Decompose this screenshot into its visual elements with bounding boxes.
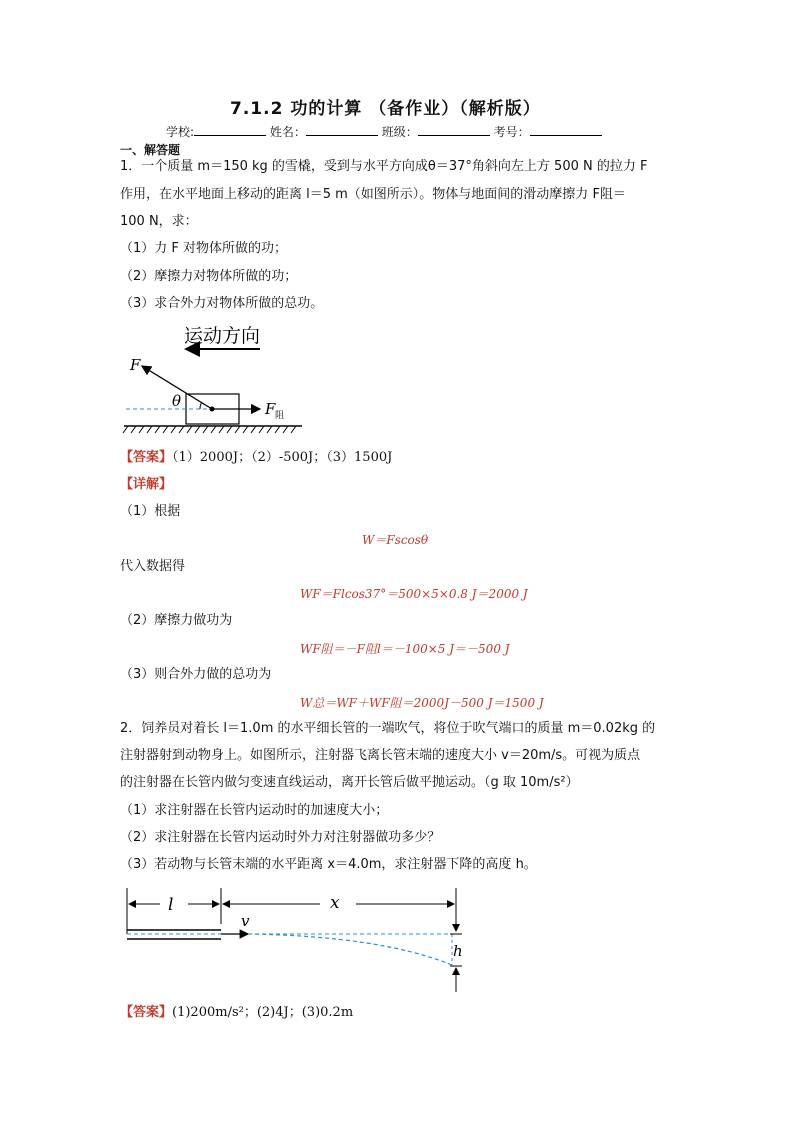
class-label: 班级： — [381, 125, 418, 139]
answer-text: （1）2000J；（2）-500J；（3）1500J — [172, 450, 393, 465]
answer-tag: 【答案】 — [120, 1005, 173, 1020]
detail-tag: 【详解】 — [120, 477, 173, 492]
l-label: l — [168, 895, 174, 915]
q1-step-3: （3）则合外力做的总功为 — [120, 667, 272, 682]
x-label: x — [330, 893, 340, 913]
angle-label: θ — [172, 392, 182, 410]
q1-text-line-3: 100 N，求： — [120, 214, 198, 229]
answer-tag: 【答案】 — [120, 450, 173, 465]
name-blank — [306, 123, 378, 136]
q2-text-line-1: 2．饲养员对着长 l＝1.0m 的水平细长管的一端吹气，将位于吹气端口的质量 m＝0.02kg 的 — [120, 721, 656, 736]
q1-step-1b: 代入数据得 — [120, 559, 186, 574]
school-blank — [194, 123, 266, 136]
q1-answer — [120, 449, 392, 467]
q2-projectile-diagram — [120, 882, 470, 998]
answer-text: (1)200m/s²；(2)4J；(3)0.2m — [172, 1005, 354, 1020]
q1-equation-1: W＝Fscosθ — [362, 533, 429, 547]
id-blank — [530, 123, 602, 136]
q1-equation-4: W总＝WF＋WF阻＝2000J－500 J＝1500 J — [300, 696, 544, 710]
q1-subquestion-3: （3）求合外力对物体所做的总功。 — [120, 296, 324, 311]
trajectory-curve — [248, 934, 452, 965]
id-label: 考号： — [493, 125, 530, 139]
q1-step-2: （2）摩擦力做功为 — [120, 613, 233, 628]
q2-subquestion-3: （3）若动物与长管末端的水平距离 x＝4.0m，求注射器下降的高度 h。 — [120, 857, 537, 872]
h-label: h — [453, 942, 463, 960]
v-label: v — [241, 912, 250, 930]
q1-text-line-1: 1．一个质量 m＝150 kg 的雪橇，受到与水平方向成θ＝37°角斜向左上方 500 N 的拉力 F — [120, 159, 648, 174]
q2-subquestion-2: （2）求注射器在长管内运动时外力对注射器做功多少？ — [120, 830, 441, 845]
q2-subquestion-1: （1）求注射器在长管内运动时的加速度大小； — [120, 803, 389, 818]
q2-text-line-2: 注射器射到动物身上。如图所示，注射器飞离长管末端的速度大小 v＝20m/s。可视为质点 — [120, 748, 641, 763]
q1-step-1: （1）根据 — [120, 504, 181, 519]
q1-subquestion-2: （2）摩擦力对物体所做的功； — [120, 269, 298, 284]
direction-label: 运动方向 — [184, 325, 261, 347]
q2-text-line-3: 的注射器在长管内做匀变速直线运动，离开长管后做平抛运动。（g 取 10m/s²） — [120, 775, 579, 790]
q1-force-diagram — [120, 318, 310, 438]
friction-subscript: 阻 — [275, 411, 285, 421]
section-title: 一、解答题 — [120, 143, 181, 157]
class-blank — [418, 123, 490, 136]
school-label: 学校: — [166, 125, 195, 139]
force-label: F — [130, 356, 141, 374]
page-title: 7.1.2 功的计算 （备作业）（解析版） — [230, 99, 541, 119]
ground-hatching — [123, 426, 296, 433]
name-label: 姓名： — [269, 125, 306, 139]
q1-equation-3: WF阻＝－F阻l＝－100×5 J＝－500 J — [300, 642, 510, 656]
q1-equation-2: WF＝Flcos37°＝500×5×0.8 J＝2000 J — [300, 587, 528, 601]
q2-answer — [120, 1004, 353, 1022]
q1-subquestion-1: （1）力 F 对物体所做的功； — [120, 241, 288, 256]
student-info-row — [166, 123, 602, 141]
friction-label: F — [265, 400, 276, 418]
q1-detail-tag — [120, 476, 172, 494]
q1-text-line-2: 作用，在水平地面上移动的距离 l＝5 m（如图所示）。物体与地面间的滑动摩擦力 F阻＝ — [120, 187, 626, 202]
